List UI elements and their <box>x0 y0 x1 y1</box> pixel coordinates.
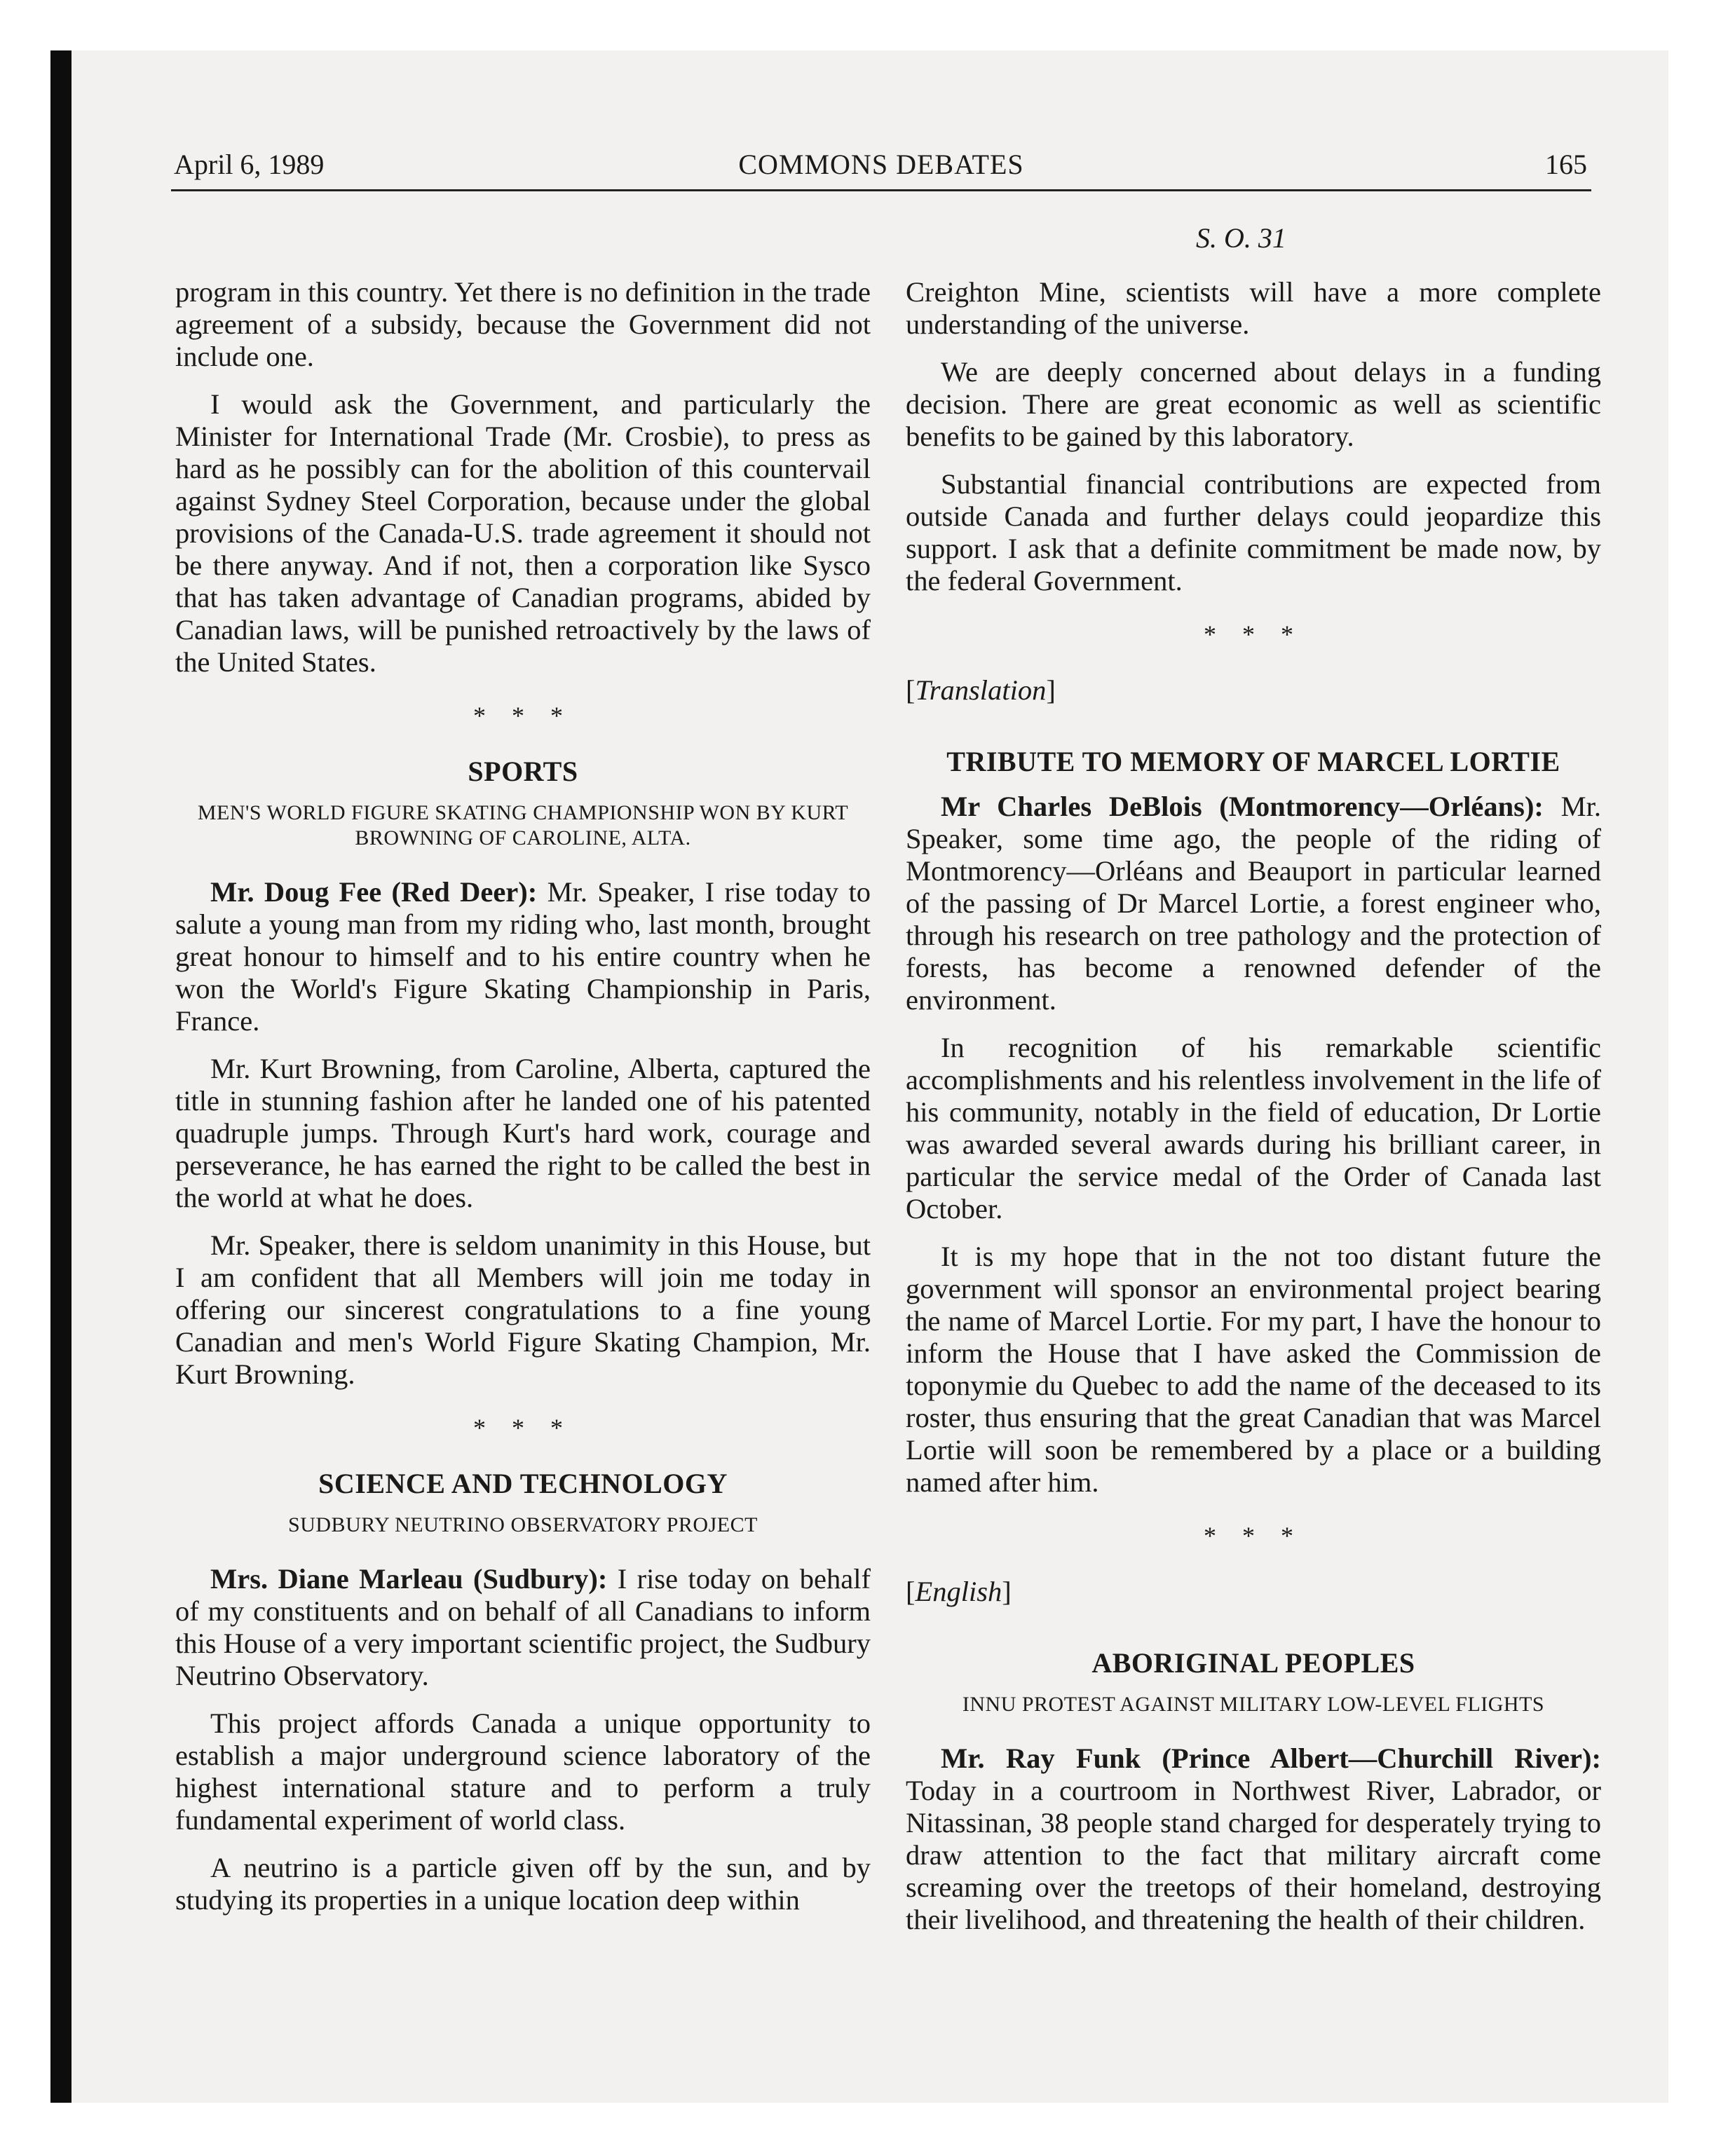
paragraph: Substantial financial contributions are expected from outside Canada and further delays could jeopardize this support. I ask that a definite commitment be made now, by the federal Government. <box>906 468 1601 596</box>
speech-text: Mr. Speaker, some time ago, the people of the riding of Montmorency—Orléans and Beauport in particular learned of the passing of Dr Marcel Lortie, a forest engineer who, through his research on tree pathology and the protection of forests, has become a renowned defender of the environment. <box>906 791 1601 1016</box>
speech-paragraph <box>175 876 871 1037</box>
translation-label-text: Translation <box>915 674 1047 706</box>
section-heading-tribute: TRIBUTE TO MEMORY OF MARCEL LORTIE <box>946 746 1560 777</box>
speaker-name: Mr. Doug Fee (Red Deer): <box>210 876 538 908</box>
translation-label: [Translation] <box>906 674 1056 706</box>
scan-margin <box>0 0 50 2156</box>
speech-paragraph <box>175 1563 871 1692</box>
continuation-paragraph: Creighton Mine, scientists will have a more complete understanding of the universe. <box>906 276 1601 340</box>
paragraph: We are deeply concerned about delays in a funding decision. There are great economic as well as scientific benefits to be gained by this laboratory. <box>906 356 1601 452</box>
header-date: April 6, 1989 <box>174 149 325 180</box>
speech-text: Mr. Speaker, I rise today to salute a young man from my riding who, last month, brought great honour to himself and to his entire country when he won the World's Figure Skating Championship in Paris, France. <box>175 876 871 1037</box>
scan-binding-shadow <box>50 50 72 2103</box>
paragraph: Mr. Speaker, there is seldom unanimity in this House, but I am confident that all Members will join me today in offering our sincerest congratulations to a fine young Canadian and men's World Figure Skating Champion, Mr. Kurt Browning. <box>175 1229 871 1390</box>
speech-text: I rise today on behalf of my constituents and on behalf of all Canadians to inform this House of a very important scientific project, the Sudbury Neutrino Observatory. <box>175 1563 871 1691</box>
speaker-name: Mrs. Diane Marleau (Sudbury): <box>210 1563 608 1595</box>
paragraph: This project affords Canada a unique opportunity to establish a major underground science laboratory of the highest international stature and to perform a truly fundamental experiment of world class. <box>175 1707 871 1836</box>
paragraph: In recognition of his remarkable scientific accomplishments and his relentless involvement in the life of his community, notably in the field of education, Dr Lortie was awarded several awards during his brilliant career, in particular the service medal of the Order of Canada last October. <box>906 1032 1602 1224</box>
section-subheading: INNU PROTEST AGAINST MILITARY LOW-LEVEL FLIGHTS <box>962 1693 1545 1716</box>
speaker-name: Mr Charles DeBlois (Montmorency—Orléans): <box>941 791 1544 822</box>
section-separator: * * * <box>473 1414 573 1442</box>
left-column <box>175 276 871 1932</box>
standing-order-label: S. O. 31 <box>1196 222 1286 254</box>
section-separator: * * * <box>1204 620 1303 648</box>
paragraph: I would ask the Government, and particularly the Minister for International Trade (Mr. Crosbie), to press as hard as he possibly can for the abolition of this countervail against Sydney Steel Corporation, because under the global provisions of the Canada-U.S. trade agreement it should not be there anyway. And if not, then a corporation like Sysco that has taken advantage of Canadian programs, abided by Canadian laws, will be punished retroactively by the laws of the United States. <box>175 388 871 678</box>
page-number: 165 <box>1545 149 1587 180</box>
speech-text: Today in a courtroom in Northwest River, Labrador, or Nitassinan, 38 people stand charged for desperately trying to draw attention to the fact that military aircraft come screaming over the treetops of their homeland, destroying their livelihood, and threatening the health of their children. <box>906 1775 1601 1935</box>
section-separator: * * * <box>473 702 573 730</box>
header-publication: COMMONS DEBATES <box>738 149 1024 180</box>
right-column <box>906 276 1601 1951</box>
running-header <box>171 140 1591 191</box>
speech-paragraph <box>906 791 1601 1016</box>
speech-paragraph <box>906 1742 1601 1936</box>
section-heading-sports: SPORTS <box>468 756 578 787</box>
english-label: [English] <box>906 1576 1012 1607</box>
paragraph: Mr. Kurt Browning, from Caroline, Alberta, captured the title in stunning fashion after he landed one of his patented quadruple jumps. Through Kurt's hard work, courage and perseverance, he has earned the right to be called the best in the world at what he does. <box>175 1053 871 1213</box>
continuation-paragraph: program in this country. Yet there is no definition in the trade agreement of a subsidy, because the Government did not include one. <box>175 276 871 372</box>
section-heading-science: SCIENCE AND TECHNOLOGY <box>318 1468 728 1499</box>
paragraph: A neutrino is a particle given off by the sun, and by studying its properties in a unique location deep within <box>175 1852 871 1916</box>
section-separator: * * * <box>1204 1522 1303 1550</box>
section-heading-aboriginal: ABORIGINAL PEOPLES <box>1091 1647 1415 1679</box>
paragraph: It is my hope that in the not too distant future the government will sponsor an environmental project bearing the name of Marcel Lortie. For my part, I have the honour to inform the House that I have asked the Commission de toponymie du Quebec to add the name of the deceased to its roster, thus ensuring that the great Canadian that was Marcel Lortie will soon be remembered by a place or a building named after him. <box>906 1241 1601 1498</box>
section-subheading: MEN'S WORLD FIGURE SKATING CHAMPIONSHIP WON BY KURT BROWNING OF CAROLINE, ALTA. <box>197 801 849 850</box>
speaker-name: Mr. Ray Funk (Prince Albert—Churchill River): <box>941 1742 1601 1774</box>
section-subheading: SUDBURY NEUTRINO OBSERVATORY PROJECT <box>288 1513 758 1536</box>
english-label-text: English <box>915 1576 1002 1607</box>
